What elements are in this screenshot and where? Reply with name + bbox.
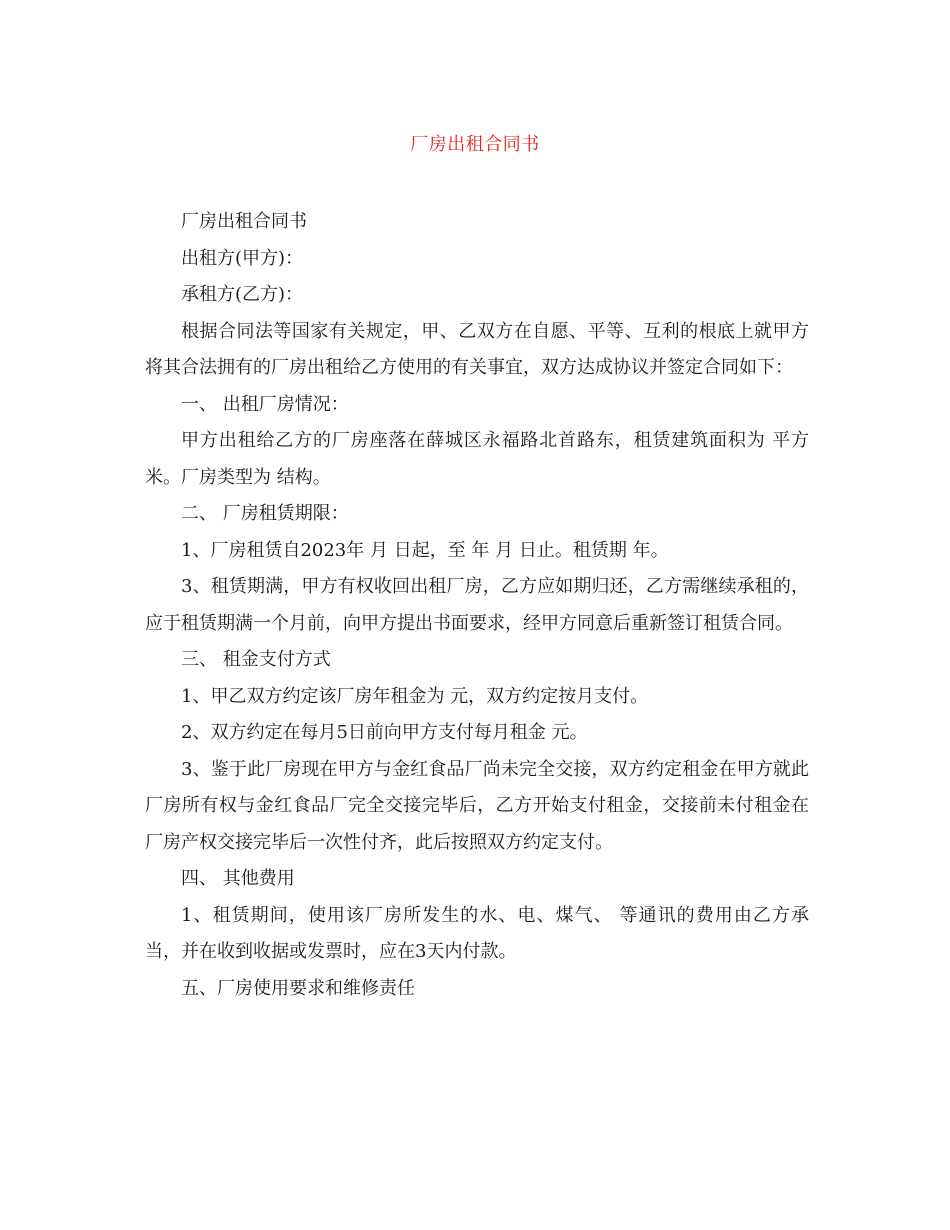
section-heading-5: 五、厂房使用要求和维修责任 bbox=[181, 977, 415, 999]
section-heading-1: 一、 出租厂房情况： bbox=[181, 393, 349, 415]
paragraph-rent-1: 1、甲乙双方约定该厂房年租金为 元，双方约定按月支付。 bbox=[181, 685, 649, 707]
paragraph-term-1: 1、厂房租赁自2023年 月 日起，至 年 月 日止。租赁期 年。 bbox=[181, 539, 669, 561]
section-heading-4: 四、 其他费用 bbox=[181, 868, 295, 889]
section-heading-2: 二、 厂房租赁期限： bbox=[181, 503, 349, 524]
paragraph-fees-1: 1、租赁期间，使用该厂房所发生的水、电、煤气、 等通讯的费用由乙方承当，并在收到收据或发票时，应在3天内付款。 bbox=[145, 904, 809, 962]
paragraph-term-3: 3、租赁期满，甲方有权收回出租厂房，乙方应如期归还，乙方需继续承租的，应于租赁期满一个月前，向甲方提出书面要求，经甲方同意后重新签订租赁合同。 bbox=[145, 576, 809, 634]
paragraph-heading: 厂房出租合同书 bbox=[181, 211, 307, 232]
paragraph-lessee: 承租方(乙方)： bbox=[181, 284, 304, 305]
paragraph-premises: 甲方出租给乙方的厂房座落在薛城区永福路北首路东，租赁建筑面积为 平方米。厂房类型为 结构。 bbox=[145, 430, 809, 488]
paragraph-preamble: 根据合同法等国家有关规定，甲、乙双方在自愿、平等、互利的根底上就甲方将其合法拥有的厂房出租给乙方使用的有关事宜，双方达成协议并签定合同如下： bbox=[145, 320, 809, 378]
section-heading-3: 三、 租金支付方式 bbox=[181, 649, 331, 670]
document-body bbox=[145, 204, 809, 1007]
document-title: 厂房出租合同书 bbox=[410, 134, 540, 155]
paragraph-lessor: 出租方(甲方)： bbox=[181, 247, 304, 269]
paragraph-rent-3: 3、鉴于此厂房现在甲方与金红食品厂尚未完全交接，双方约定租金在甲方就此厂房所有权与金红食品厂完全交接完毕后，乙方开始支付租金，交接前未付租金在厂房产权交接完毕后一次性付齐，此后按照双方约定支付。 bbox=[145, 758, 809, 853]
paragraph-rent-2: 2、双方约定在每月5日前向甲方支付每月租金 元。 bbox=[181, 722, 588, 743]
